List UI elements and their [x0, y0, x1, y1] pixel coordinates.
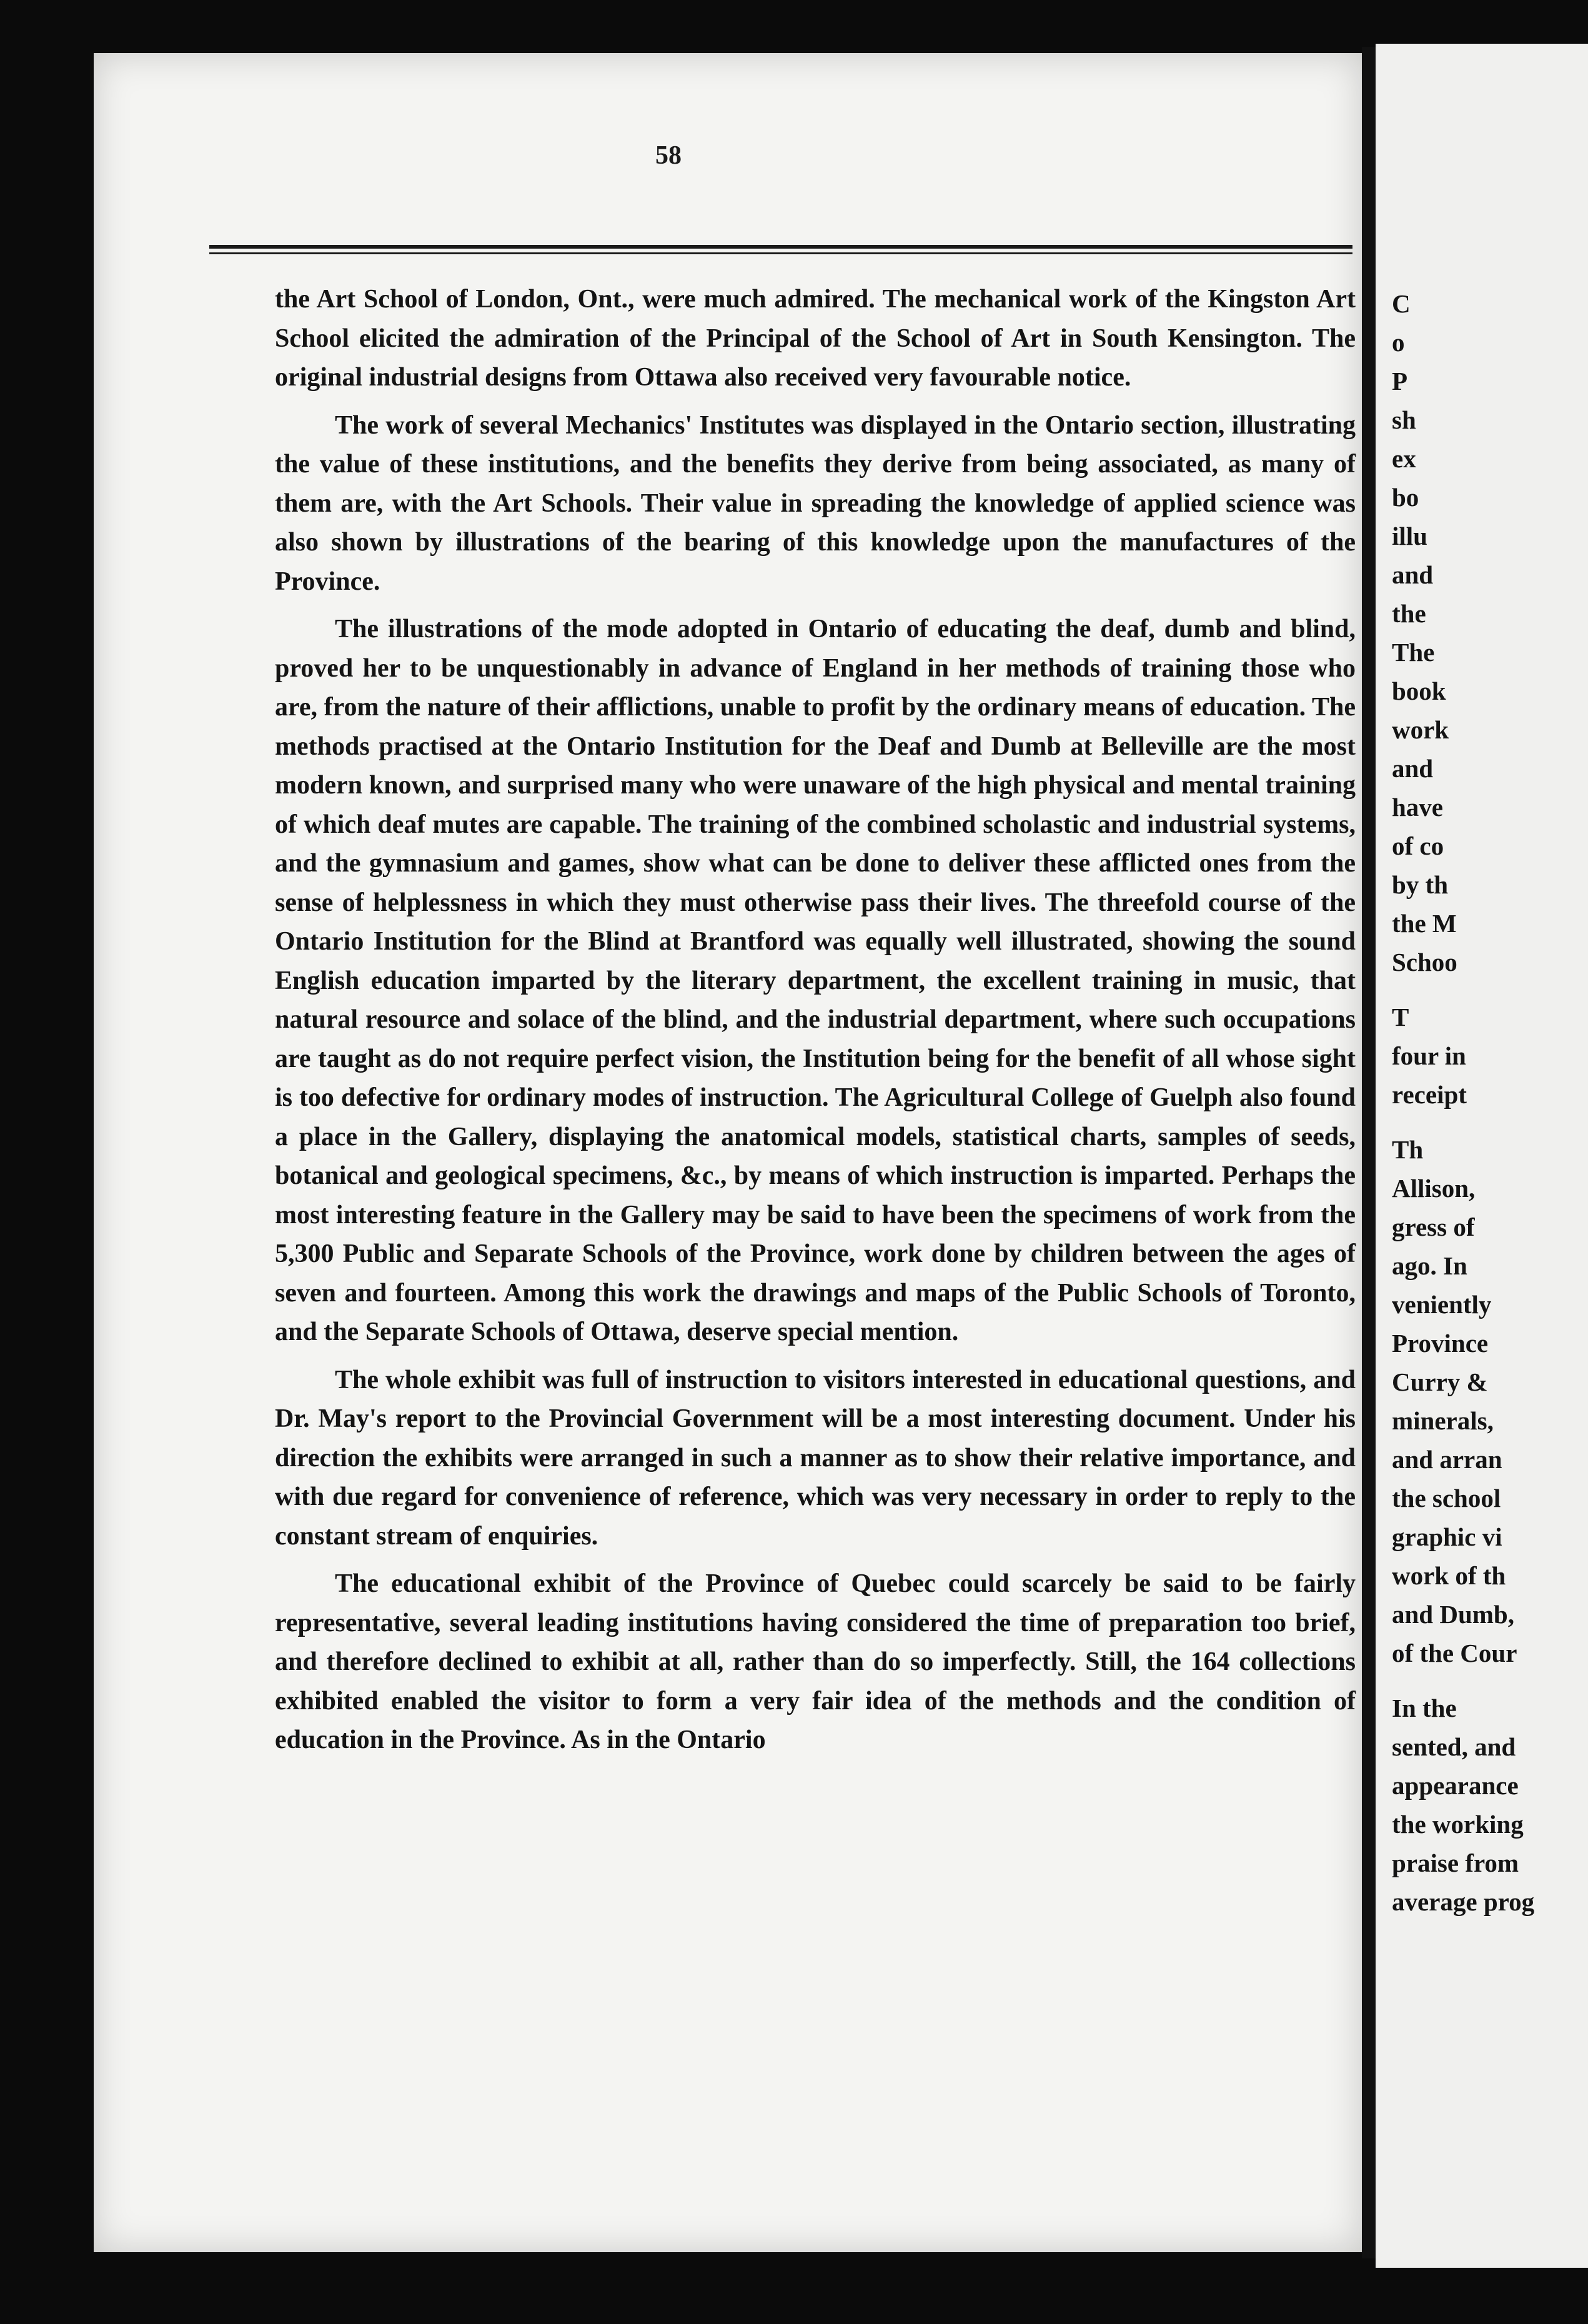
right-page-line: bo	[1392, 483, 1419, 512]
right-page-line: the school	[1392, 1484, 1501, 1512]
right-page-line: gress of	[1392, 1213, 1475, 1241]
right-page-line	[1392, 981, 1588, 998]
right-page-line: The	[1392, 638, 1435, 667]
right-page-line: P	[1392, 367, 1408, 395]
right-page-line: illu	[1392, 522, 1427, 550]
right-page-line: the working	[1392, 1810, 1524, 1839]
right-page-line: work of th	[1392, 1561, 1506, 1590]
paragraph: The illustrations of the mode adopted in Ontario of educating the deaf, dumb and blind, proved her to be unquestionably in advance of England in her methods of training those who are, from the nature of their afflictions, unable to profit by the ordinary means of education. The methods practised at the Ontario Institution for the Deaf and Dumb at Belleville are the most modern known, and surprised many who were unaware of the high physical and mental training of which deaf mutes are capable. The training of the combined scholastic and industrial systems, and the gymnasium and games, show what can be done to deliver these afflicted ones from the sense of helplessness in which they must otherwise pass their lives. The threefold course of the Ontario Institution for the Blind at Brantford was equally well illustrated, showing the sound English education imparted by the literary department, the excellent training in music, that natural resource and solace of the blind, and the industrial department, where such occupations are taught as do not require perfect vision, the Institution being for the benefit of all whose sight is too defective for ordinary modes of instruction. The Agricultural College of Guelph also found a place in the Gallery, displaying the anatomical models, statistical charts, samples of seeds, botanical and geological specimens, &c., by means of which instruction is imparted. Perhaps the most interesting feature in the Gallery may be said to have been the specimens of work from the 5,300 Public and Separate Schools of the Province, work done by children between the ages of seven and fourteen. Among this work the drawings and maps of the Public Schools of Toronto, and the Separate Schools of Ottawa, deserve special mention.	[275, 615, 1356, 1346]
right-page-line: minerals,	[1392, 1406, 1494, 1435]
right-page-line: receipt	[1392, 1080, 1467, 1109]
paragraph: the Art School of London, Ont., were much admired. The mechanical work of the Kingston Art School elicited the admiration of the Principal of the School of Art in South Kensington. The original industrial designs from Ottawa also received very favourable notice.	[275, 285, 1356, 392]
right-page-line: In the	[1392, 1694, 1457, 1722]
paragraph: The educational exhibit of the Province of Quebec could scarcely be said to be fairly representative, several leading institutions having considered the time of preparation too brief, and therefore declined to exhibit at all, rather than do so imperfectly. Still, the 164 collections exhibited enabled the visitor to form a very fair idea of the methods and the condition of education in the Province. As in the Ontario	[275, 1569, 1356, 1754]
right-page-line: appearance	[1392, 1771, 1519, 1800]
right-page-line: and	[1392, 754, 1434, 783]
right-page-line: by th	[1392, 870, 1449, 899]
right-page-line: have	[1392, 793, 1443, 822]
right-page-line: four in	[1392, 1041, 1466, 1070]
paragraph: The work of several Mechanics' Institutes was displayed in the Ontario section, illustrating the value of these institutions, and the benefits they derive from being associated, as many of them are, with the Art Schools. Their value in spreading the knowledge of applied science was also shown by illustrations of the bearing of this knowledge upon the manufactures of the Province.	[275, 410, 1356, 596]
right-page-line: and Dumb,	[1392, 1600, 1514, 1629]
header-rule-thin	[209, 252, 1352, 254]
right-page-line: of the Cour	[1392, 1639, 1517, 1667]
page-number: 58	[655, 141, 682, 170]
right-page-line: and arran	[1392, 1445, 1502, 1474]
right-page-line	[1392, 1672, 1588, 1689]
right-page-line: Schoo	[1392, 948, 1457, 976]
paragraph: The whole exhibit was full of instruction to visitors interested in educational questions, and Dr. May's report to the Provincial Government will be a most interesting document. Under his direction the exhibits were arranged in such a manner as to show their relative importance, and with due regard for convenience of reference, which was very necessary in order to reply to the constant stream of enquiries.	[275, 1365, 1356, 1551]
right-page-line: Allison,	[1392, 1174, 1476, 1203]
right-page-line: book	[1392, 677, 1446, 705]
right-page-line: ago. In	[1392, 1251, 1467, 1280]
right-page-line: praise from	[1392, 1849, 1519, 1877]
right-page-line: sh	[1392, 405, 1416, 434]
right-page-line: and	[1392, 560, 1434, 589]
right-page-line: ex	[1392, 444, 1416, 473]
right-page-line: average prog	[1392, 1887, 1535, 1916]
right-page-line: graphic vi	[1392, 1522, 1502, 1551]
right-page-line: sented, and	[1392, 1732, 1516, 1761]
right-page-line: work	[1392, 715, 1449, 744]
right-page-line: Curry &	[1392, 1368, 1488, 1396]
right-page-line: Province	[1392, 1329, 1489, 1358]
right-page-line: Th	[1392, 1135, 1424, 1164]
right-page-line: o	[1392, 328, 1405, 357]
right-page-line	[1392, 1114, 1588, 1130]
right-page-text	[1392, 284, 1588, 1921]
header-rule-thick	[209, 245, 1352, 249]
right-page-line: T	[1392, 1003, 1409, 1031]
right-page-line: the	[1392, 599, 1426, 628]
right-page-line: C	[1392, 289, 1411, 318]
right-page-line: veniently	[1392, 1290, 1492, 1319]
page-gutter	[1362, 47, 1376, 2258]
right-page-line: of co	[1392, 832, 1444, 860]
body-text	[275, 280, 1356, 1769]
right-page-line: the M	[1392, 909, 1457, 938]
